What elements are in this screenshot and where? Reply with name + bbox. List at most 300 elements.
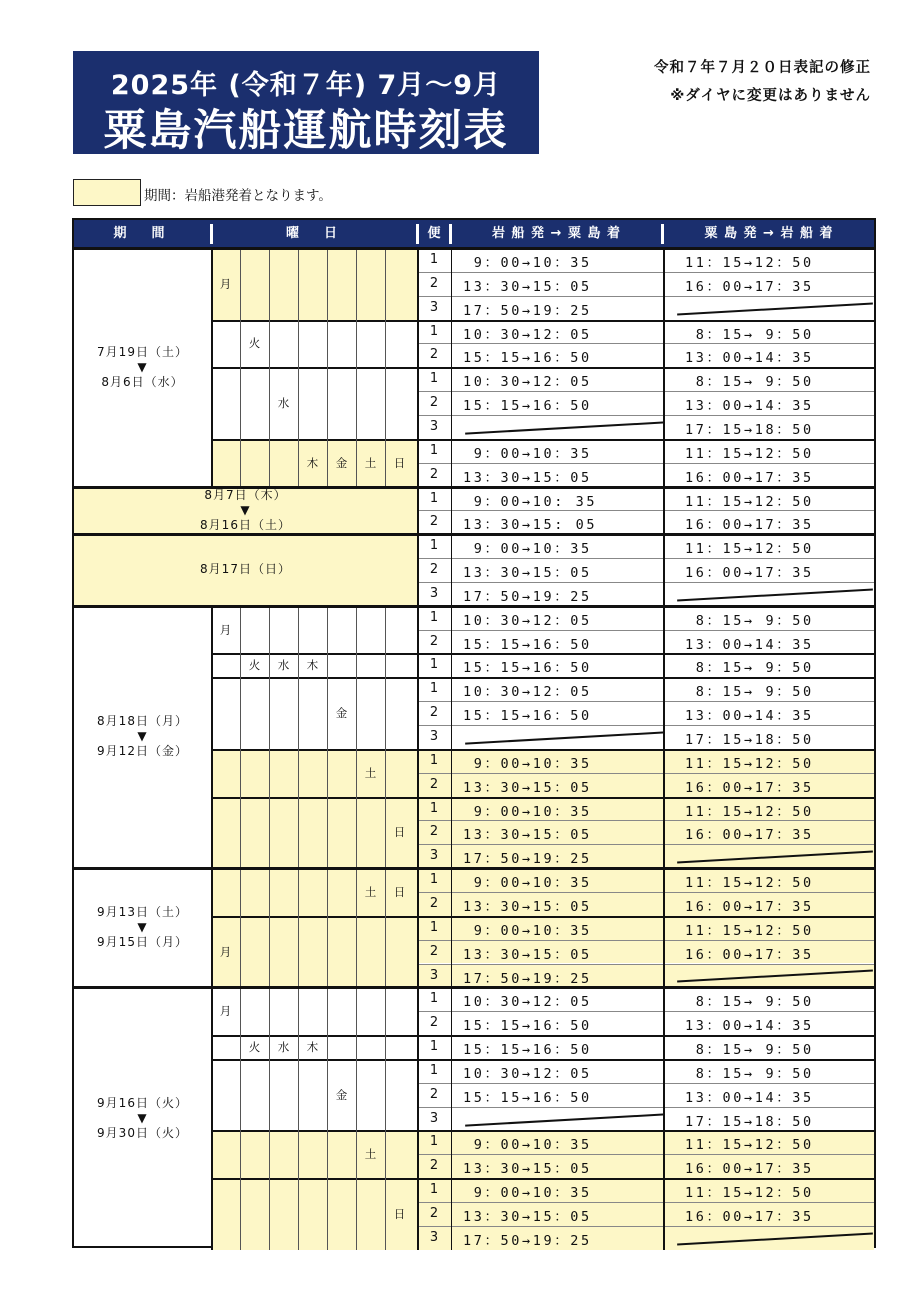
period-label: 9月12日（金）: [97, 744, 188, 759]
row-divider: [417, 1107, 874, 1108]
group-divider: [211, 797, 874, 799]
outbound-time: 9：00→10：35: [463, 755, 592, 772]
outbound-time: 13：30→15：05: [463, 1209, 592, 1225]
trip-number: 1: [429, 538, 439, 554]
no-change-note: ※ダイヤに変更はありません: [670, 88, 871, 104]
weekday-highlight: [211, 1130, 417, 1178]
period-divider: [74, 986, 874, 989]
weekday-label: 月: [219, 944, 232, 959]
trip-number: 2: [429, 347, 439, 363]
weekday-column-line: [269, 1059, 270, 1131]
trip-number: 1: [429, 991, 439, 1007]
not-operating-slash: [465, 421, 665, 434]
trip-number: 3: [429, 1110, 439, 1126]
row-divider: [417, 510, 874, 511]
group-divider: [211, 1130, 874, 1132]
weekday-label: 土: [364, 455, 377, 470]
trip-number: 2: [429, 395, 439, 411]
header-weekday: 曜 日: [285, 226, 343, 241]
title-season: 2025年 (令和７年) 7月～9月: [110, 70, 502, 101]
weekday-label: 火: [248, 336, 261, 351]
header-return: 粟 島 発 → 岩 船 着: [704, 226, 834, 241]
row-divider: [417, 630, 874, 631]
period-label: 7月19日（土）: [97, 344, 188, 359]
outbound-time: 9：00→10：35: [463, 922, 592, 939]
weekday-label: 土: [364, 884, 377, 899]
return-time: 8：15→ 9：50: [685, 684, 814, 701]
weekday-column-line: [269, 606, 270, 654]
weekday-label: 土: [364, 765, 377, 780]
trip-number: 1: [429, 1039, 439, 1055]
period-label: 9月16日（火）: [97, 1096, 188, 1111]
weekday-column-line: [385, 916, 386, 988]
weekday-label: 火: [248, 658, 261, 673]
period-label: 9月13日（土）: [97, 905, 188, 920]
row-divider: [417, 463, 874, 464]
return-time: 11：15→12：50: [685, 875, 814, 892]
period-label: 8月18日（月）: [97, 714, 188, 729]
weekday-column-line: [240, 606, 241, 654]
outbound-time: 15：15→16：50: [463, 708, 592, 725]
outbound-time: 10：30→12：05: [463, 684, 592, 701]
trip-number: 2: [429, 1015, 439, 1031]
trip-number: 1: [429, 490, 439, 506]
title-banner: [73, 51, 539, 154]
weekday-column-line: [269, 987, 270, 1035]
weekday-label: 土: [364, 1147, 377, 1162]
group-divider: [211, 1178, 874, 1180]
trip-number: 1: [429, 872, 439, 888]
trip-number: 1: [429, 1062, 439, 1078]
outbound-time: 10：30→12：05: [463, 994, 592, 1011]
weekday-column-line: [298, 677, 299, 749]
weekday-column-line: [356, 916, 357, 988]
return-time: 11：15→12：50: [685, 755, 814, 772]
trip-number: 3: [429, 1229, 439, 1245]
trip-number: 1: [429, 252, 439, 267]
weekday-column-line: [269, 1178, 270, 1250]
row-divider: [417, 343, 874, 344]
weekday-column-line: [356, 248, 357, 320]
return-time: 16：00→17：35: [685, 779, 814, 796]
trip-number: 2: [429, 275, 439, 291]
weekday-column-line: [356, 1035, 357, 1059]
return-time: 16：00→17：35: [685, 278, 814, 295]
weekday-column-line: [269, 320, 270, 368]
weekday-label: 月: [219, 622, 232, 637]
return-time: 8：15→ 9：50: [685, 994, 814, 1011]
outbound-time: 9：00→10: 35: [463, 493, 598, 510]
weekday-label: 水: [277, 396, 290, 411]
weekday-column-line: [298, 749, 299, 797]
weekday-highlight: [211, 248, 417, 320]
trip-number: 2: [429, 705, 439, 721]
outbound-time: 13：30→15：05: [463, 898, 592, 915]
weekday-label: 金: [335, 706, 348, 721]
weekday-highlight: [211, 749, 417, 797]
weekday-column-line: [327, 1178, 328, 1250]
row-divider: [417, 1226, 874, 1227]
outbound-time: 10：30→12：05: [463, 326, 592, 343]
return-time: 16：00→17：35: [685, 565, 814, 582]
weekday-column-line: [240, 797, 241, 869]
weekday-column-line: [298, 606, 299, 654]
trip-number: 1: [429, 800, 439, 816]
trip-number: 2: [429, 824, 439, 840]
outbound-time: 15：15→16：50: [463, 1089, 592, 1106]
group-divider: [211, 677, 874, 679]
return-time: 17：15→18：50: [685, 1113, 814, 1130]
weekday-column-line: [327, 606, 328, 654]
outbound-time: 9：00→10：35: [463, 875, 592, 892]
return-time: 16：00→17：35: [685, 827, 814, 844]
row-divider: [417, 272, 874, 273]
weekday-highlight: [211, 916, 417, 988]
weekday-column-line: [269, 439, 270, 487]
weekday-column-line: [327, 248, 328, 320]
row-divider: [417, 1083, 874, 1084]
weekday-column-line: [385, 367, 386, 439]
trip-number: 1: [429, 1182, 439, 1198]
return-time: 11：15→12：50: [685, 922, 814, 939]
period-label: ▼: [137, 729, 148, 744]
header-outbound: 岩 船 発 → 粟 島 着: [491, 226, 622, 241]
outbound-time: 9：00→10：35: [463, 1137, 592, 1154]
row-divider: [417, 725, 874, 726]
weekday-column-line: [327, 797, 328, 869]
weekday-column-line: [356, 320, 357, 368]
weekday-column-line: [269, 1130, 270, 1178]
weekday-label: 月: [219, 276, 232, 291]
trip-number: 1: [429, 752, 439, 768]
weekday-column-line: [298, 248, 299, 320]
weekday-column-line: [327, 916, 328, 988]
weekday-column-line: [298, 320, 299, 368]
times-column-line: [451, 248, 452, 1250]
timetable-header: [74, 220, 874, 248]
outbound-time: 13：30→15：05: [463, 946, 592, 963]
weekday-label: 木: [306, 658, 319, 673]
not-operating-slash: [465, 1113, 665, 1126]
weekday-column-line: [327, 1035, 328, 1059]
trip-number: 1: [429, 323, 439, 339]
group-divider: [211, 320, 874, 322]
trip-number: 2: [429, 514, 439, 530]
trip-number: 2: [429, 1158, 439, 1174]
weekday-column-line: [240, 248, 241, 320]
return-time: 11：15→12：50: [685, 541, 814, 558]
period-divider: [74, 533, 874, 536]
outbound-time: 13：30→15：05: [463, 779, 592, 796]
weekday-label: 水: [277, 658, 290, 673]
return-time: 8：15→ 9：50: [685, 612, 814, 629]
weekday-column-line: [385, 1130, 386, 1178]
trip-number: 3: [429, 729, 439, 744]
trip-number: 1: [429, 442, 439, 458]
trip-number: 2: [429, 633, 439, 649]
row-divider: [417, 820, 874, 821]
weekday-column-line: [269, 677, 270, 749]
period-label: 8月7日（木）: [204, 487, 287, 502]
return-time: 16：00→17：35: [685, 1161, 814, 1178]
weekday-column-line: [385, 987, 386, 1035]
row-divider: [417, 1011, 874, 1012]
weekday-column-line: [240, 987, 241, 1035]
not-operating-slash: [465, 731, 665, 744]
weekday-column-line: [298, 916, 299, 988]
weekday-column-line: [327, 868, 328, 916]
return-time: 8：15→ 9：50: [685, 660, 814, 677]
return-time: 13：00→14：35: [685, 398, 814, 415]
weekday-label: 水: [277, 1039, 290, 1054]
row-divider: [417, 1154, 874, 1155]
return-time: 11：15→12：50: [685, 1185, 814, 1202]
row-divider: [417, 296, 874, 297]
outbound-time: 13：30→15：05: [463, 469, 592, 486]
weekday-column-line: [327, 320, 328, 368]
row-divider: [417, 964, 874, 965]
outbound-time: 10：30→12：05: [463, 374, 592, 391]
outbound-time: 9：00→10：35: [463, 255, 592, 271]
weekday-label: 日: [393, 884, 406, 899]
trip-number: 1: [429, 371, 439, 387]
trip-number: 2: [429, 562, 439, 578]
legend-text: 期間：岩船港発着となります。: [144, 188, 332, 204]
trip-number: 1: [429, 657, 439, 673]
weekday-column-line: [385, 320, 386, 368]
row-divider: [417, 582, 874, 583]
weekday-label: 木: [306, 1039, 319, 1054]
outbound-time: 15：15→16：50: [463, 1042, 592, 1059]
weekday-column-line: [385, 1059, 386, 1131]
row-divider: [417, 1202, 874, 1203]
weekday-column-line: [327, 987, 328, 1035]
weekday-column-line: [385, 677, 386, 749]
trip-number: 2: [429, 1086, 439, 1102]
weekday-label: 金: [335, 455, 348, 470]
weekday-column-line: [385, 1035, 386, 1059]
weekday-column-line: [240, 868, 241, 916]
outbound-time: 13：30→15：05: [463, 278, 592, 295]
weekday-column-line: [327, 367, 328, 439]
return-time: 16：00→17：35: [685, 1209, 814, 1225]
trip-number: 2: [429, 943, 439, 959]
period-label: 9月15日（月）: [97, 935, 188, 950]
trip-number: 2: [429, 1206, 439, 1221]
period-label: 9月30日（火）: [97, 1126, 188, 1141]
weekday-column-line: [327, 1130, 328, 1178]
period-column-line: [211, 987, 213, 1249]
weekday-column-line: [240, 367, 241, 439]
weekday-column-line: [356, 1178, 357, 1250]
trip-number: 3: [429, 967, 439, 983]
outbound-time: 17：50→19：25: [463, 1232, 592, 1249]
return-time: 17：15→18：50: [685, 421, 814, 438]
weekday-column-line: [298, 987, 299, 1035]
row-divider: [417, 844, 874, 845]
group-divider: [211, 653, 874, 655]
period-label: ▼: [137, 920, 148, 935]
return-time: 16：00→17：35: [685, 517, 814, 534]
weekday-column-line: [356, 1059, 357, 1131]
return-time: 13：00→14：35: [685, 1018, 814, 1035]
weekday-column-line: [240, 1059, 241, 1131]
title-main: 粟島汽船運航時刻表: [103, 106, 509, 156]
group-divider: [211, 916, 874, 918]
return-time: 13：00→14：35: [685, 1089, 814, 1106]
weekday-column-line: [356, 797, 357, 869]
weekday-label: 月: [219, 1004, 232, 1019]
period-label: 8月16日（土）: [200, 517, 291, 532]
weekday-column-line: [356, 606, 357, 654]
weekday-label: 日: [393, 455, 406, 470]
row-divider: [417, 558, 874, 559]
row-divider: [417, 892, 874, 893]
weekday-column-line: [356, 367, 357, 439]
period-divider: [74, 605, 874, 608]
outbound-time: 9：00→10：35: [463, 1185, 592, 1202]
trip-number: 1: [429, 1134, 439, 1150]
weekday-column-line: [298, 1130, 299, 1178]
weekday-column-line: [385, 606, 386, 654]
legend-swatch: [73, 179, 141, 206]
period-column-line: [211, 868, 213, 987]
row-divider: [417, 773, 874, 774]
return-time: 16：00→17：35: [685, 898, 814, 915]
weekday-column-line: [269, 916, 270, 988]
return-time: 13：00→14：35: [685, 636, 814, 653]
correction-note: 令和７年７月２０日表記の修正: [654, 60, 871, 76]
trip-number: 3: [429, 848, 439, 864]
weekday-column-line: [356, 653, 357, 677]
header-trip: 便: [427, 226, 441, 241]
outbound-column-line: [663, 248, 665, 1250]
return-time: 8：15→ 9：50: [685, 1042, 814, 1059]
return-time: 13：00→14：35: [685, 708, 814, 725]
weekday-column-line: [240, 439, 241, 487]
return-time: 17：15→18：50: [685, 732, 814, 748]
group-divider: [211, 367, 874, 369]
weekday-label: 木: [306, 455, 319, 470]
weekday-column-line: [269, 749, 270, 797]
weekday-label: 日: [393, 1206, 406, 1221]
weekday-column-line: [269, 248, 270, 320]
outbound-time: 13：30→15：05: [463, 827, 592, 844]
trip-number: 1: [429, 919, 439, 935]
period-column-line: [211, 606, 213, 868]
outbound-time: 9：00→10：35: [463, 803, 592, 820]
group-divider: [211, 749, 874, 751]
trip-number: 3: [429, 418, 439, 434]
group-divider: [211, 439, 874, 441]
return-time: 8：15→ 9：50: [685, 374, 814, 391]
row-divider: [417, 701, 874, 702]
trip-number: 2: [429, 895, 439, 911]
row-divider: [417, 940, 874, 941]
weekday-column-line: [356, 987, 357, 1035]
return-time: 11：15→12：50: [685, 255, 814, 271]
outbound-time: 9：00→10：35: [463, 541, 592, 558]
row-divider: [417, 391, 874, 392]
return-time: 11：15→12：50: [685, 445, 814, 462]
outbound-time: 13：30→15：05: [463, 1161, 592, 1178]
weekday-column-line: [327, 749, 328, 797]
group-divider: [211, 1059, 874, 1061]
outbound-time: 17：50→19：25: [463, 302, 592, 319]
trip-number: 2: [429, 466, 439, 482]
weekday-column-line: [240, 749, 241, 797]
timetable: [72, 218, 876, 1248]
weekday-column-line: [385, 749, 386, 797]
trip-number: 1: [429, 681, 439, 697]
weekday-column-line: [298, 1178, 299, 1250]
period-column-line: [211, 248, 213, 487]
weekday-column-line: [385, 653, 386, 677]
return-time: 11：15→12：50: [685, 493, 814, 510]
return-time: 8：15→ 9：50: [685, 326, 814, 343]
outbound-time: 15：15→16：50: [463, 350, 592, 367]
weekday-column-line: [240, 1178, 241, 1250]
weekday-column-line: [298, 797, 299, 869]
return-time: 11：15→12：50: [685, 803, 814, 820]
group-divider: [211, 1035, 874, 1037]
period-label: ▼: [137, 359, 148, 374]
return-time: 16：00→17：35: [685, 946, 814, 963]
period-label: 8月6日（水）: [101, 374, 184, 389]
outbound-time: 15：15→16：50: [463, 1018, 592, 1035]
outbound-time: 10：30→12：05: [463, 1065, 592, 1082]
weekday-column-line: [269, 868, 270, 916]
not-operating-slash: [677, 588, 873, 600]
trip-number: 2: [429, 776, 439, 792]
weekday-column-line: [298, 367, 299, 439]
outbound-time: 9：00→10：35: [463, 445, 592, 462]
weekday-label: 火: [248, 1039, 261, 1054]
weekday-column-line: [298, 868, 299, 916]
weekday-column-line: [298, 1059, 299, 1131]
trip-number: 3: [429, 299, 439, 315]
weekday-column-line: [327, 653, 328, 677]
weekday-label: 日: [393, 825, 406, 840]
outbound-time: 15：15→16：50: [463, 398, 592, 415]
row-divider: [417, 415, 874, 416]
outbound-time: 13：30→15: 05: [463, 517, 598, 534]
not-operating-slash: [677, 302, 873, 314]
trip-number: 1: [429, 609, 439, 625]
trip-number: 3: [429, 585, 439, 601]
outbound-time: 15：15→16：50: [463, 636, 592, 653]
period-label: 8月17日（日）: [200, 562, 291, 577]
header-period: 期 間: [113, 226, 171, 241]
weekday-column-line: [240, 1130, 241, 1178]
outbound-time: 15：15→16：50: [463, 660, 592, 677]
weekday-column-line: [269, 797, 270, 869]
outbound-time: 17：50→19：25: [463, 851, 592, 868]
outbound-time: 17：50→19：25: [463, 970, 592, 987]
period-divider: [74, 867, 874, 870]
outbound-time: 13：30→15：05: [463, 565, 592, 582]
return-time: 13：00→14：35: [685, 350, 814, 367]
return-time: 16：00→17：35: [685, 469, 814, 486]
trip-column-line: [417, 248, 419, 1250]
weekday-column-line: [385, 248, 386, 320]
outbound-time: 10：30→12：05: [463, 612, 592, 629]
weekday-column-line: [240, 916, 241, 988]
return-time: 11：15→12：50: [685, 1137, 814, 1154]
weekday-label: 金: [335, 1087, 348, 1102]
weekday-column-line: [356, 677, 357, 749]
outbound-time: 17：50→19：25: [463, 588, 592, 605]
